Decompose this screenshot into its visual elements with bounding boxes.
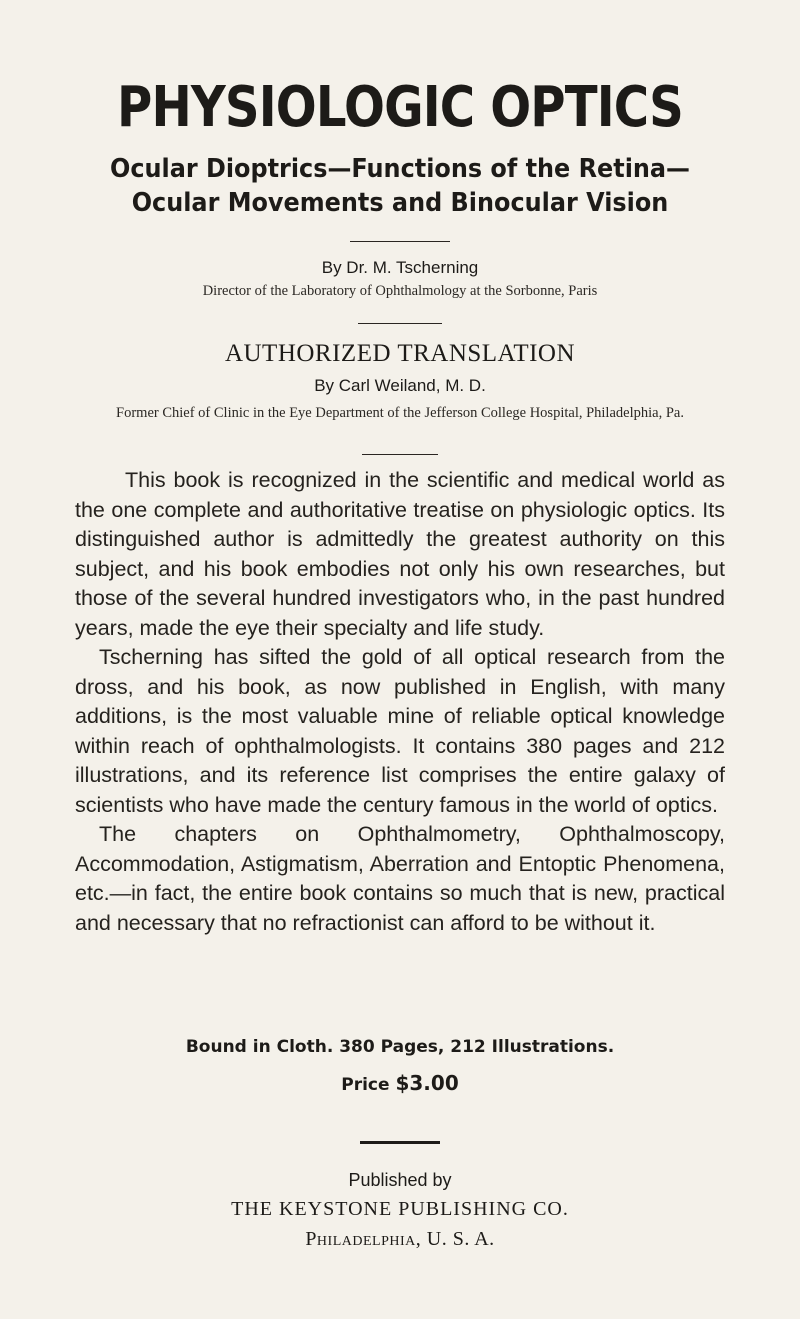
- author-description: Director of the Laboratory of Ophthalmology at the Sorbonne, Paris: [202, 283, 598, 299]
- publisher-name: THE KEYSTONE PUBLISHING CO.: [231, 1198, 569, 1220]
- paragraph-2: Tscherning has sifted the gold of all optical research from the dross, and his book, as now published in English, with many additions, is the most valuable mine of reliable optical knowledge within reach of ophthalmologists. It contains 380 pages and 212 illustrations, and its reference list comprises the entire galaxy of scientists who have made the century famous in the world of optics.: [75, 645, 725, 817]
- price-label: Price: [341, 1075, 390, 1095]
- divider-rule: [362, 454, 438, 455]
- author-line: By Dr. M. Tscherning: [321, 258, 479, 277]
- price-value: $3.00: [395, 1071, 459, 1095]
- paragraph-1: This book is recognized in the scientific and medical world as the one complete and authoritative treatise on physiologic optics. Its distinguished author is admittedly the greatest authority on this subject, and his book embodies not only his own researches, but those of the several hundred investigators who, in the past hundred years, made the eye their specialty and life study.: [75, 468, 725, 640]
- divider-rule: [358, 323, 442, 324]
- binding-details: Bound in Cloth. 380 Pages, 212 Illustrations.: [185, 1037, 615, 1057]
- publisher-city: Philadelphia, U. S. A.: [305, 1228, 495, 1250]
- book-title: PHYSIOLOGIC OPTICS: [117, 75, 683, 140]
- description-text: [75, 466, 725, 938]
- translator-description: Former Chief of Clinic in the Eye Department of the Jefferson College Hospital, Philadelphia, Pa.: [116, 405, 684, 421]
- book-subtitle: Ocular Dioptrics—Functions of the Retina—Ocular Movements and Binocular Vision: [109, 154, 690, 218]
- translator-line: By Carl Weiland, M. D.: [314, 376, 486, 395]
- price-line: [0, 1071, 800, 1095]
- paragraph-3: The chapters on Ophthalmometry, Ophthalmoscopy, Accommodation, Astigmatism, Aberration and Entoptic Phenomena, etc.—in fact, the entire book contains so much that is new, practical and necessary that no refractionist can afford to be without it.: [75, 822, 725, 935]
- divider-rule: [350, 241, 450, 242]
- thick-divider: [360, 1141, 440, 1144]
- published-by-label: Published by: [348, 1170, 452, 1190]
- translation-heading: AUTHORIZED TRANSLATION: [224, 340, 576, 367]
